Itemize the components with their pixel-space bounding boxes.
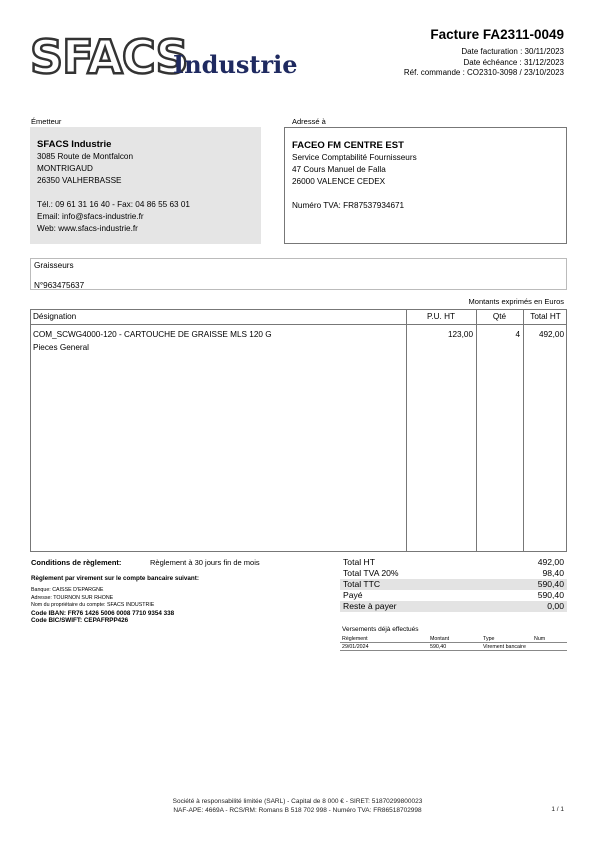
footer-legal-2: NAF-APE: 4669A - RCS/RM: Romans B 518 702 998 - Numéro TVA: FR86518702998 xyxy=(173,807,422,814)
iban: Code IBAN: FR76 1426 5006 0008 7710 9354 338 xyxy=(31,609,175,617)
column-divider xyxy=(406,310,407,551)
emitter-label: Émetteur xyxy=(31,117,62,126)
payment-conditions-value: Règlement à 30 jours fin de mois xyxy=(150,558,260,567)
payment-date: 29/01/2024 xyxy=(342,644,369,650)
bank-address: Adresse: TOURNON SUR RHONE xyxy=(31,594,114,601)
recipient-line-1: Service Comptabilité Fournisseurs xyxy=(292,153,417,162)
remaining-value: 0,00 xyxy=(547,601,564,611)
header-total: Total HT xyxy=(530,312,561,321)
logo-sfacs-text: SFACS xyxy=(30,30,188,84)
reference-title: Graisseurs xyxy=(34,261,74,270)
emitter-phone: Tél.: 09 61 31 16 40 - Fax: 04 86 55 63 01 xyxy=(37,200,190,209)
header-designation: Désignation xyxy=(33,312,77,321)
recipient-name: FACEO FM CENTRE EST xyxy=(292,140,404,151)
payments-header-row xyxy=(340,635,567,643)
footer-legal-1: Société à responsabilité limitée (SARL) - Capital de 8 000 € - SIRET: 51870299800023 xyxy=(172,798,423,805)
invoice-date: Date facturation : 30/11/2023 xyxy=(461,47,564,56)
item-designation-detail: Pieces General xyxy=(33,343,89,352)
payments-title: Versements déjà effectués xyxy=(342,626,419,633)
recipient-vat: Numéro TVA: FR87537934671 xyxy=(292,201,405,210)
total-tva-row xyxy=(340,568,567,579)
payments-row xyxy=(340,643,567,651)
total-tva-value: 98,40 xyxy=(542,568,564,578)
column-divider xyxy=(523,310,524,551)
bic: Code BIC/SWIFT: CEPAFRPP426 xyxy=(31,617,129,624)
total-ttc-row xyxy=(340,579,567,590)
footer xyxy=(0,797,595,815)
invoice-meta xyxy=(404,47,564,79)
emitter-email: Email: info@sfacs-industrie.fr xyxy=(37,212,144,221)
reference-code: N°963475637 xyxy=(34,281,85,290)
column-divider xyxy=(476,310,477,551)
header-qty: Qté xyxy=(492,312,507,321)
total-ttc-label: Total TTC xyxy=(343,579,381,589)
total-tva-label: Total TVA 20% xyxy=(343,568,399,578)
emitter-address-3: 26350 VALHERBASSE xyxy=(37,176,122,185)
item-designation: COM_SCWG4000-120 - CARTOUCHE DE GRAISSE MLS 120 G xyxy=(33,330,272,339)
remaining-row xyxy=(340,601,567,612)
payment-type: Virement bancaire xyxy=(483,644,526,650)
invoice-title: Facture FA2311-0049 xyxy=(430,27,564,42)
header-unit-price: P.U. HT xyxy=(426,312,456,321)
reference-box xyxy=(30,258,567,290)
payment-conditions-label: Conditions de règlement: xyxy=(31,558,122,567)
item-total: 492,00 xyxy=(538,330,564,339)
account-owner: Nom du propriétaire du compte: SFACS INDUSTRIE xyxy=(31,602,155,608)
payments-header-type: Type xyxy=(483,636,495,642)
invoice-due-date: Date échéance : 31/12/2023 xyxy=(463,57,564,67)
payments-table xyxy=(340,635,567,651)
recipient-line-2: 47 Cours Manuel de Falla xyxy=(292,165,386,174)
payments-header-date: Règlement xyxy=(342,636,368,642)
payments-header-num: Num xyxy=(534,636,546,642)
emitter-name: SFACS Industrie xyxy=(37,139,112,150)
bank-name: Banque: CAISSE D'EPARGNE xyxy=(31,587,104,593)
payment-amount: 590,40 xyxy=(430,644,447,650)
bank-details xyxy=(31,587,174,625)
recipient-label: Adressé à xyxy=(292,117,326,126)
paid-row xyxy=(340,590,567,601)
items-table xyxy=(30,309,567,552)
recipient-line-3: 26000 VALENCE CEDEX xyxy=(292,177,386,186)
payments-header-amount: Montant xyxy=(430,636,450,642)
total-ttc-value: 590,40 xyxy=(537,579,564,589)
item-unit-price: 123,00 xyxy=(447,330,473,339)
emitter-web: Web: www.sfacs-industrie.fr xyxy=(37,224,138,233)
header-divider xyxy=(31,324,566,325)
currency-note: Montants exprimés en Euros xyxy=(468,297,564,306)
emitter-address-1: 3085 Route de Montfalcon xyxy=(37,152,134,161)
emitter-box xyxy=(30,127,261,244)
order-reference: Réf. commande : CO2310-3098 / 23/10/2023 xyxy=(403,68,564,77)
total-ht-label: Total HT xyxy=(343,557,375,567)
remaining-label: Reste à payer xyxy=(343,601,397,611)
total-ht-value: 492,00 xyxy=(537,557,564,567)
total-ht-row xyxy=(340,557,567,568)
page-number: 1 / 1 xyxy=(551,806,564,813)
logo-industrie-text: Industrie xyxy=(173,50,298,79)
company-logo xyxy=(30,30,298,84)
paid-value: 590,40 xyxy=(537,590,564,600)
emitter-address-2: MONTRIGAUD xyxy=(37,164,93,173)
recipient-box xyxy=(284,127,567,244)
item-qty: 4 xyxy=(515,330,520,339)
bank-transfer-title: Règlement par virement sur le compte bancaire suivant: xyxy=(31,575,199,582)
paid-label: Payé xyxy=(343,590,363,600)
